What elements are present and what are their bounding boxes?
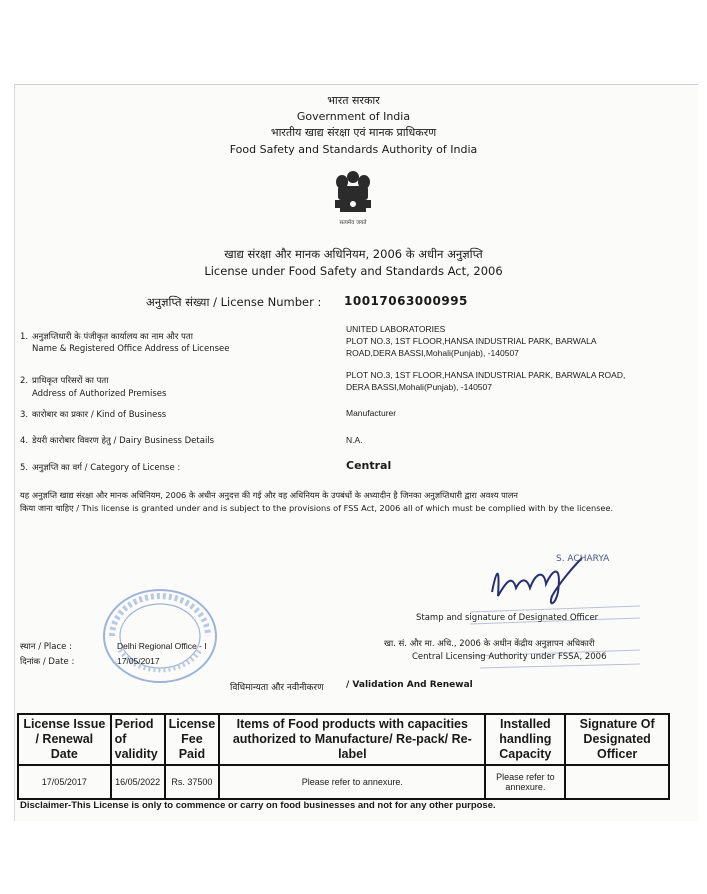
officer-stamp-name: S. ACHARYA	[556, 554, 610, 564]
column-header: License Issue / Renewal Date	[18, 714, 111, 765]
header-hindi-authority: भारतीय खाद्य संरक्षा एवं मानक प्राधिकरण	[270, 126, 437, 139]
svg-text:सत्यमेव जयते: सत्यमेव जयते	[339, 220, 367, 226]
stamp-signature-label: Stamp and signature of Designated Officer	[416, 613, 599, 623]
table-header-row	[18, 714, 669, 765]
field-1-label: Name & Registered Office Address of Licensee	[32, 344, 230, 354]
licensee-address-line: ROAD,DERA BASSI,Mohali(Punjab), -140507	[346, 348, 519, 358]
kind-of-business-value: Manufacturer	[346, 408, 397, 418]
license-category-value: Central	[346, 459, 392, 472]
column-header: Signature Of Designated Officer	[565, 714, 669, 765]
field-5-label: अनुज्ञप्ति का वर्ग / Category of License :	[32, 463, 181, 473]
field-2-number: 2.	[20, 376, 29, 386]
table-cell: 17/05/2017	[18, 765, 111, 799]
validation-heading: / Validation And Renewal	[346, 680, 473, 690]
validation-table	[17, 713, 670, 800]
date-value: 17/05/2017	[117, 656, 160, 666]
column-header: Period of validity	[111, 714, 165, 765]
field-3-label: कारोबार का प्रकार / Kind of Business	[32, 410, 167, 420]
field-3-number: 3.	[20, 410, 29, 420]
clause-hindi: यह अनुज्ञप्ति खाद्य संरक्षा और मानक अधिनियम, 2006 के अधीन अनुदत्त की गई और वह अधिनियम के उपबंधों के अध्यादीन है जिनका अनुज्ञप्तिधारी द्वारा अवश्य पालन	[20, 490, 518, 500]
license-number-value: 10017063000995	[344, 294, 468, 308]
field-5-number: 5.	[20, 463, 29, 473]
license-number-label: अनुज्ञप्ति संख्या / License Number :	[146, 295, 322, 309]
field-4-label: डेयरी कारोबार विवरण हेतु / Dairy Business Details	[32, 436, 215, 446]
premises-address-line: DERA BASSI,Mohali(Punjab), -140507	[346, 382, 492, 392]
place-label: स्थान / Place :	[20, 642, 72, 652]
dairy-details-value: N.A.	[346, 435, 363, 445]
table-cell: Please refer to annexure.	[219, 765, 485, 799]
disclaimer: Disclaimer-This License is only to commence or carry on food businesses and not for any other purpose.	[20, 800, 496, 811]
table-cell: 16/05/2022	[111, 765, 165, 799]
header-government: Government of India	[296, 110, 411, 123]
license-title-hindi: खाद्य संरक्षा और मानक अधिनियम, 2006 के अधीन अनुज्ञप्ति	[224, 247, 483, 261]
field-4-number: 4.	[20, 436, 29, 446]
date-label: दिनांक / Date :	[20, 657, 75, 667]
field-1-label-hindi: अनुज्ञप्तिधारी के पंजीकृत कार्यालय का नाम और पता	[32, 332, 193, 342]
column-header: Installed handling Capacity	[485, 714, 565, 765]
officer-stamp	[440, 552, 650, 696]
header-hindi-government: भारत सरकार	[327, 94, 380, 107]
table-row	[18, 765, 669, 799]
national-emblem-icon	[318, 168, 388, 234]
licensing-officer-hindi: खा. सं. और मा. अधि., 2006 के अधीन केंद्रीय अनुज्ञापन अधिकारी	[384, 639, 595, 649]
table-cell	[565, 765, 669, 799]
field-2-label: Address of Authorized Premises	[32, 389, 167, 399]
clause-english: किया जाना चाहिए / This license is granted under and is subject to the provisions of FSS Act, 2006 all of which must be complied with by the licensee.	[20, 503, 614, 513]
header-authority: Food Safety and Standards Authority of India	[229, 143, 478, 156]
column-header: License Fee Paid	[165, 714, 220, 765]
field-2-label-hindi: प्राधिकृत परिसरों का पता	[32, 376, 109, 386]
licensee-address-line: PLOT NO.3, 1ST FLOOR,HANSA INDUSTRIAL PARK, BARWALA	[346, 336, 597, 346]
table-cell: Please refer to annexure.	[485, 765, 565, 799]
authority-seal-icon	[100, 586, 220, 690]
table-cell: Rs. 37500	[165, 765, 220, 799]
column-header: Items of Food products with capacities authorized to Manufacture/ Re-pack/ Re-label	[219, 714, 485, 765]
place-value: Delhi Regional Office - I	[117, 641, 207, 651]
license-title: License under Food Safety and Standards Act, 2006	[204, 264, 503, 278]
premises-address-line: PLOT NO.3, 1ST FLOOR,HANSA INDUSTRIAL PARK, BARWALA ROAD,	[346, 370, 626, 380]
field-1-number: 1.	[20, 332, 29, 342]
licensee-name: UNITED LABORATORIES	[346, 324, 446, 334]
validation-heading-hindi: विधिमान्यता और नवीनीकरण	[230, 683, 324, 693]
licensing-officer: Central Licensing Authority under FSSA, 2006	[412, 652, 607, 662]
